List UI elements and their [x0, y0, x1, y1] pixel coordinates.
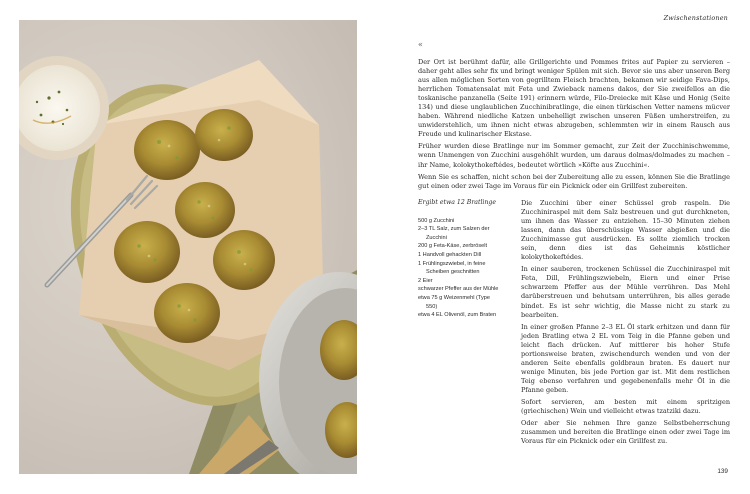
ingredient-line: 200 g Feta-Käse, zerbröselt: [418, 243, 488, 250]
ingredient-line: etwa 75 g Weizenmehl (Type: [418, 294, 491, 301]
method-step: In einer sauberen, trockenen Schüssel die Zucchiniraspel mit Feta, Dill, Frühlingszwiebeln, Eiern und einer Prise schwarzem Pfeffer aus der Mühle verrühren. Das Mehl darüberstreuen und behutsam unterrühren, bis alles gerade bindet. Es ist sehr wichtig, die Masse nicht zu stark zu bearbeiten.: [521, 265, 730, 319]
method-step: Die Zucchini über einer Schüssel grob raspeln. Die Zucchiniraspel mit dem Salz bestreuen und gut durchkneten, um ihnen das Wasser zu entziehen. 15–30 Minuten ziehen lassen, dann das überschüssige Wasser abgießen und die Zucchinimasse gut ausdrücken. Es sollte ziemlich trocken sein, denn dies ist das Geheimnis köstlicher kolokythokeftédes.: [521, 199, 730, 262]
method-step: Oder aber Sie nehmen Ihre ganze Selbstbeherrschung zusammen und bereiten die Bratlinge einen oder zwei Tage im Voraus für ein Picknick oder ein Grillfest zu.: [521, 419, 730, 446]
photo-illustration: [19, 20, 357, 474]
intro-paragraph: Früher wurden diese Bratlinge nur im Sommer gemacht, zur Zeit der Zucchinischwemme, wenn Unmengen von Zucchini ausgehöhlt wurden, um daraus dolmas/dolmades zu machen – ihr Name, kolokythokeftédes, bedeutet wörtlich »Köfte aus Zucchini«.: [418, 142, 730, 169]
ingredient-line: 1 Frühlingszwiebel, in feine: [418, 260, 486, 267]
method-text: [521, 199, 730, 449]
running-head: Zwischenstationen: [663, 14, 728, 22]
method-step: Sofort servieren, am besten mit einem spritzigen (griechischen) Wein und vielleicht etwas tzatziki dazu.: [521, 397, 730, 416]
ingredient-line: 1 Handvoll gehackten Dill: [418, 251, 482, 258]
method-step: In einer großen Pfanne 2–3 EL Öl stark erhitzen und dann für jeden Bratling etwa 2 EL vom Teig in die Pfanne geben und leicht flach drücken. Auf mittlerer bis hoher Stufe portionsweise braten, zwischendurch wenden und von der anderen Seite ebenfalls goldbraun braten. Es dauert nur wenige Minuten, bis jede Portion gar ist. Mit dem restlichen Teig ebenso verfahren und gegebenenfalls mehr Öl in die Pfanne geben.: [521, 322, 730, 394]
ingredient-line: 2 Eier: [418, 277, 433, 284]
intro-paragraph: Der Ort ist berühmt dafür, alle Grillgerichte und Pommes frites auf Papier zu servieren – daher geht alles sehr fix und bringt weniger Spülen mit sich. Bevor sie uns aber unseren Berg aus allen möglichen Sorten von gegrilltem Fleisch brachten, bekamen wir seidige Fava-Dips, herrlichen Tomatensalat mit Feta und Zwieback namens dakos, der Sie zweifellos an die toskanische panzanella (Seite 191) erinnern würde, Filo-Dreiecke mit Käse und Honig (Seite 134) und diese unglaublichen Zucchinibratlinge, die einen türkischen Vetter namens mücver haben. Während niedliche Katzen unbehelligt zwischen unseren Füßen umherstreifen, zu unwiderstehlich, um ihnen nicht etwas abzugeben, schlemmten wir in einem Rausch aus Freude und kulinarischer Ekstase.: [418, 58, 730, 139]
ingredient-line: Scheiben geschnitten: [426, 269, 480, 276]
ingredient-line: 500 g Zucchini: [418, 217, 455, 224]
quote-mark: «: [418, 40, 423, 49]
recipe-photo: [19, 20, 357, 474]
page-number: 139: [717, 468, 728, 475]
ingredient-line: 2–3 TL Salz, zum Salzen der: [418, 226, 490, 233]
intro-paragraph: Wenn Sie es schaffen, nicht schon bei der Zubereitung alle zu essen, können Sie die Bratlinge gut einen oder zwei Tage im Voraus für ein Picknick oder ein Grillfest zubereiten.: [418, 172, 730, 190]
intro-text: [418, 58, 730, 194]
ingredient-line: schwarzer Pfeffer aus der Mühle: [418, 286, 499, 293]
ingredient-line: etwa 4 EL Olivenöl, zum Braten: [418, 312, 497, 319]
ingredient-line: Zucchini: [426, 234, 447, 241]
recipe-yield: Ergibt etwa 12 Bratlinge: [418, 199, 497, 206]
ingredient-line: 550): [426, 303, 438, 310]
ingredients-list: [418, 199, 510, 320]
